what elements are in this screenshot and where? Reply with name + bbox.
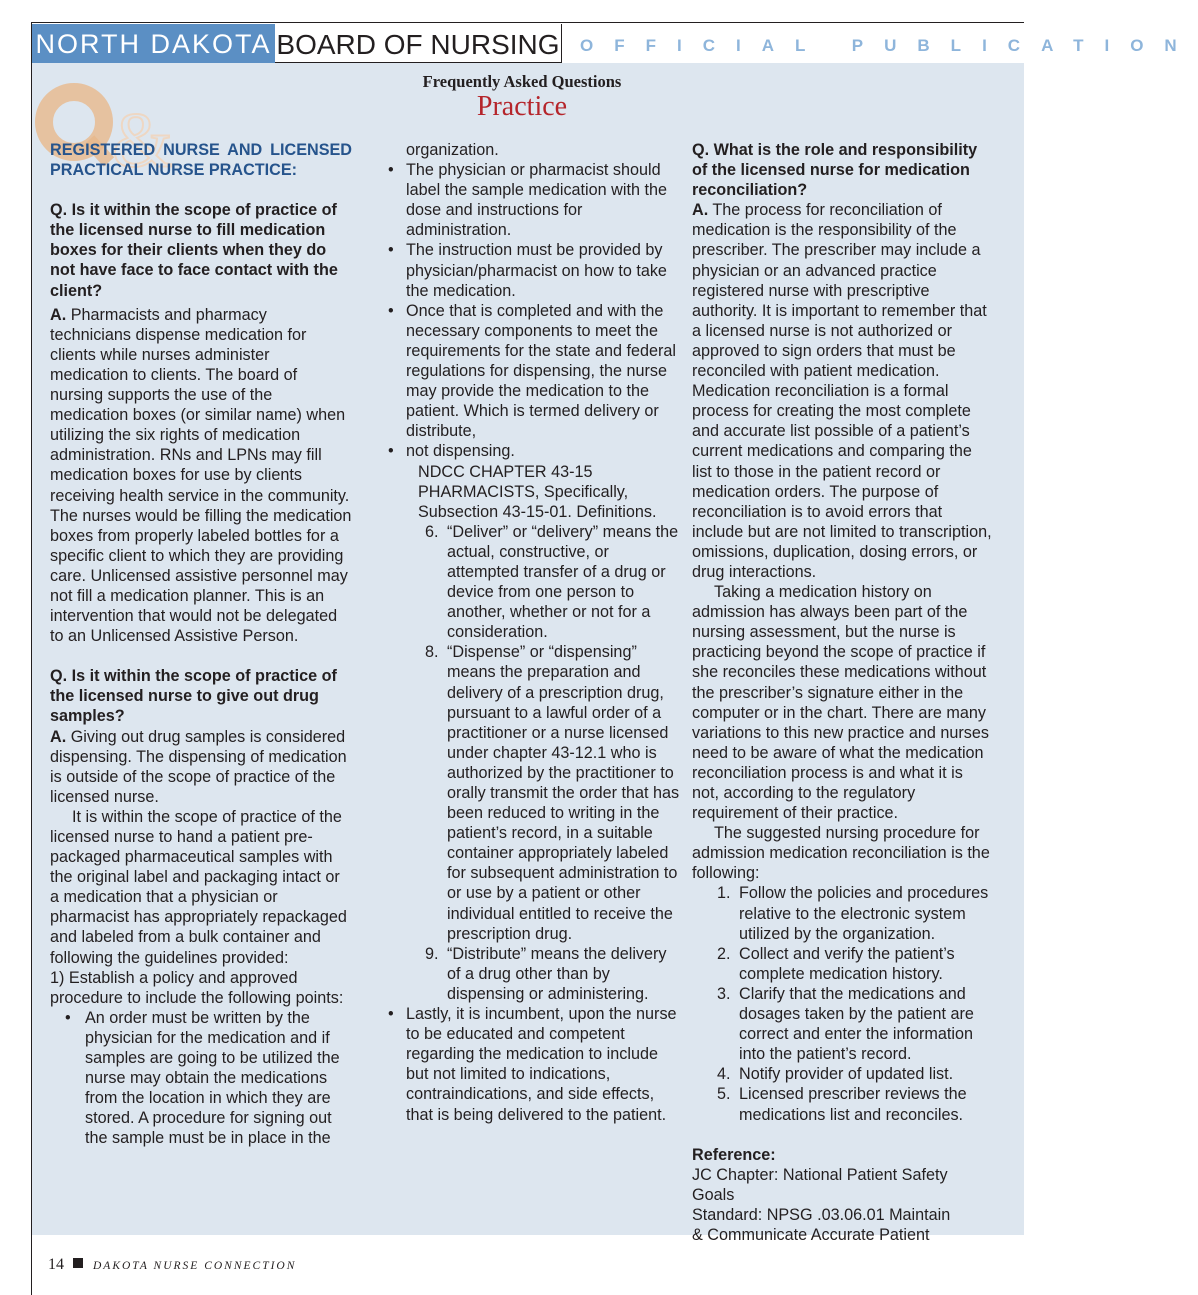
answer-3-paragraph-3: The suggested nursing procedure for admission medication reconciliation is the following: (692, 824, 990, 883)
step-text: Licensed prescriber reviews the medications list and reconciles. (739, 1085, 967, 1124)
question-3: Q. What is the role and responsibility of the licensed nurse for medication reconciliation? (692, 141, 978, 200)
answer-label: A. (692, 201, 709, 220)
list-item: • Once that is completed and with the necessary components to meet the requirements for the state and federal regulations for dispensing, the nurse may provide the medication to the patient. Which is termed delivery or distribute, (388, 301, 680, 442)
step-number: 1. (717, 884, 731, 903)
page-number: 14 (48, 1256, 64, 1273)
answer-3-paragraph-2: Taking a medication history on admission has always been part of the nursing assessment, but the nurse is practicing beyond the scope of practice if she reconciles these medications without the prescriber’s signature either in the computer or in the chart. There are many variations to this new practice and nurses need to be aware of what the medication reconciliation process is and what it is not, according to the regulatory requirement of their practice. (692, 583, 989, 823)
column-3 (692, 140, 992, 1245)
answer-label: A. (50, 727, 67, 746)
statute-line: NDCC CHAPTER 43-15 (418, 462, 593, 481)
section-heading-line1: REGISTERED NURSE AND LICENSED (50, 141, 352, 159)
step-text: Clarify that the medications and dosages taken by the patient are correct and enter the information into the patient’s record. (739, 984, 974, 1064)
publication-name: DAKOTA NURSE CONNECTION (93, 1260, 297, 1272)
answer-1 (50, 305, 352, 647)
answer-1-text: Pharmacists and pharmacy technicians dispense medication for clients while nurses administer medication to clients. The board of nursing supports the use of the medication boxes (or similar name) when utilizing the six rights of medication administration. RNs and LPNs may fill medication boxes for use by clients receiving health service in the community. The nurses would be filling the medication boxes from properly labeled bottles for a specific client to which they are providing care. Unlicensed assistive personnel may not fill a medication planner. This is an intervention that would not be delegated to an Unlicensed Assistive Person. (50, 305, 352, 646)
answer-label: A. (50, 305, 67, 324)
reference-line: & Communicate Accurate Patient (692, 1225, 930, 1244)
reference-line: JC Chapter: National Patient Safety Goals (692, 1165, 948, 1204)
continued-text: organization. (406, 141, 499, 159)
answer-2-paragraph-2: It is within the scope of practice of the licensed nurse to hand a patient pre-packaged pharmaceutical samples with the original label and packaging intact or a medication that a physician or pharmacist has appropriately repackaged and labeled from a bulk container and following the guidelines provided: (50, 807, 347, 967)
step-text: Follow the policies and procedures relative to the electronic system utilized by the organization. (739, 884, 989, 943)
masthead-publication: OFFICIAL PUBLICATION (580, 36, 1198, 55)
statute-line: PHARMACISTS, Specifically, (418, 482, 629, 501)
step-number: 2. (717, 944, 731, 963)
definition-item (406, 522, 680, 643)
definition-text: “Distribute” means the delivery of a drug other than by dispensing or administering. (447, 944, 667, 1003)
definition-number: 9. (425, 944, 439, 963)
answer-2-text: Giving out drug samples is considered dispensing. The dispensing of medication is outside of the scope of practice of the licensed nurse. (50, 727, 347, 806)
definition-item (406, 642, 680, 943)
step-item (692, 1084, 992, 1124)
step-item (692, 1064, 992, 1084)
list-item: • An order must be written by the physician for the medication and if samples are going to be utilized the nurse may obtain the medications from the location in which they are stored. A procedure for signing out the sample must be in place in the (50, 1008, 352, 1149)
square-bullet-icon (73, 1258, 83, 1268)
masthead-state: NORTH DAKOTA (32, 24, 275, 63)
sample-guidelines-list-continued (388, 160, 680, 1125)
column-1 (50, 140, 352, 1149)
faq-kicker: Frequently Asked Questions (422, 72, 622, 91)
statute-citation (406, 462, 680, 522)
list-item: • The physician or pharmacist should label the sample medication with the dose and instructions for administration. (388, 160, 680, 240)
answer-3-text: The process for reconciliation of medication is the responsibility of the prescriber. The prescriber may include a physician or an advanced practice registered nurse with prescriptive authority. It is important to remember that a licensed nurse is not authorized or approved to sign orders that must be reconciled with patient medication. Medication reconciliation is a formal process for creating the most complete and accurate list possible of a patient’s current medications and comparing the list to those in the patient record or medication orders. The purpose of reconciliation is to avoid errors that include but are not limited to transcription, omissions, duplication, dosing errors, or drug interactions. (692, 201, 992, 581)
definition-text: “Dispense” or “dispensing” means the preparation and delivery of a prescription drug, pursuant to a lawful order of a practitioner or a nurse licensed under chapter 43-12.1 who is authorized by the practitioner to orally transmit the order that has been reduced to writing in the patient’s record, in a suitable container appropriately labeled for subsequent administration to or use by a patient or other individual entitled to receive the prescription drug. (447, 643, 680, 943)
step-number: 3. (717, 984, 731, 1003)
procedure-steps-list (692, 883, 992, 1124)
step-text: Notify provider of updated list. (739, 1065, 954, 1084)
step-item (692, 944, 992, 984)
question-2: Q. Is it within the scope of practice of the licensed nurse to give out drug samples? (50, 667, 337, 726)
masthead-board: BOARD OF NURSING (275, 24, 562, 63)
definitions-list (406, 522, 680, 1004)
step-item (692, 984, 992, 1064)
step-text: Collect and verify the patient’s complete medication history. (739, 944, 955, 983)
column-2 (388, 140, 680, 1125)
statute-line: Subsection 43-15-01. Definitions. (418, 502, 657, 521)
svg-text:&: & (112, 96, 173, 183)
step-number: 5. (717, 1085, 731, 1104)
list-item: • Lastly, it is incumbent, upon the nurse to be educated and competent regarding the medication to include but not limited to indications, contraindications, and side effects, that is being delivered to the patient. (388, 1004, 680, 1125)
top-rule (31, 22, 1024, 23)
answer-3 (692, 200, 992, 582)
definition-text: “Deliver” or “delivery” means the actual, constructive, or attempted transfer of a drug or device from one person to another, whether or not for a consideration. (447, 522, 679, 642)
step-item (692, 883, 992, 943)
definition-number: 6. (425, 522, 439, 541)
reference-line: Standard: NPSG .03.06.01 Maintain (692, 1205, 951, 1224)
definition-number: 8. (425, 643, 439, 662)
page-footer (48, 1256, 296, 1274)
question-1: Q. Is it within the scope of practice of the licensed nurse to fill medication boxes for their clients when they do not have face to face contact with the client? (50, 201, 338, 300)
list-item-text: not dispensing. (406, 442, 515, 461)
answer-2-paragraph-3: 1) Establish a policy and approved procedure to include the following points: (50, 968, 344, 1007)
list-item: • The instruction must be provided by physician/pharmacist on how to take the medication. (388, 240, 680, 300)
left-rule (31, 22, 32, 1295)
list-item (388, 441, 680, 1004)
answer-2 (50, 727, 352, 807)
page-title: Practice (476, 91, 568, 122)
sample-guidelines-list (50, 1008, 352, 1149)
reference-heading: Reference: (692, 1145, 776, 1164)
step-number: 4. (717, 1065, 731, 1084)
definition-item (406, 944, 680, 1004)
section-heading-line2: PRACTICAL NURSE PRACTICE: (50, 161, 298, 180)
